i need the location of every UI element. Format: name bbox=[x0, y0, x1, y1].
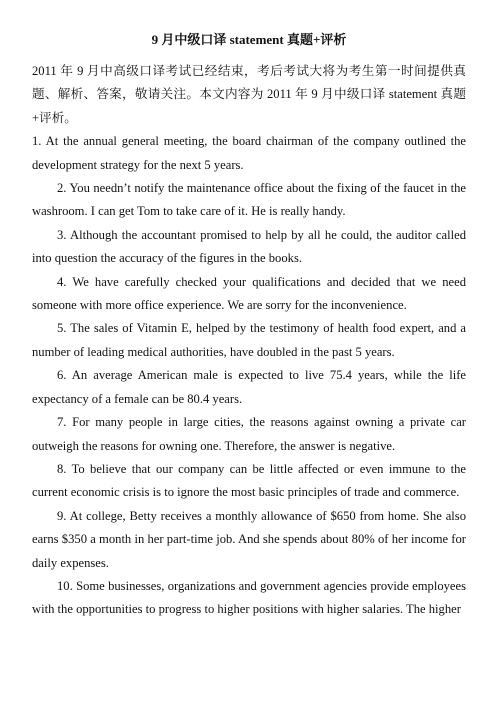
statement-2: 2. You needn’t notify the maintenance office about the fixing of the faucet in the washroom. I can get Tom to take care of it. He is really handy. bbox=[32, 181, 466, 219]
statement-7: 7. For many people in large cities, the reasons against owning a private car outweigh the reasons for owning one. Therefore, the answer is negative. bbox=[32, 415, 466, 453]
document-page bbox=[32, 30, 466, 622]
statement-10: 10. Some businesses, organizations and government agencies provide employees with the opportunities to progress to higher positions with higher salaries. The higher bbox=[32, 578, 466, 617]
statement-6: 6. An average American male is expected to live 75.4 years, while the life expectancy of a female can be 80.4 years. bbox=[32, 368, 466, 406]
statement-8: 8. To believe that our company can be little affected or even immune to the current economic crisis is to ignore the most basic principles of trade and commerce. bbox=[32, 461, 466, 500]
statement-5: 5. The sales of Vitamin E, helped by the testimony of health food expert, and a number of leading medical authorities, have doubled in the past 5 years. bbox=[32, 321, 466, 359]
statement-3: 3. Although the accountant promised to help by all he could, the auditor called into question the accuracy of the figures in the books. bbox=[32, 227, 466, 266]
statement-1: 1. At the annual general meeting, the board chairman of the company outlined the development strategy for the next 5 years. bbox=[32, 134, 466, 172]
statement-9: 9. At college, Betty receives a monthly allowance of $650 from home. She also earns $350 a month in her part-time job. And she spends about 80% of her income for daily expenses. bbox=[32, 508, 466, 570]
document-title: 9 月中级口译 statement 真题+评析 bbox=[151, 32, 347, 47]
statement-4: 4. We have carefully checked your qualifications and decided that we need someone with more office experience. We are sorry for the inconvenience. bbox=[32, 274, 466, 313]
intro-paragraph: 2011 年 9 月中高级口译考试已经结束，考后考试大将为考生第一时间提供真题、解析、答案，敬请关注。本文内容为 2011 年 9 月中级口译 statement 真题+评析。 bbox=[32, 64, 466, 125]
